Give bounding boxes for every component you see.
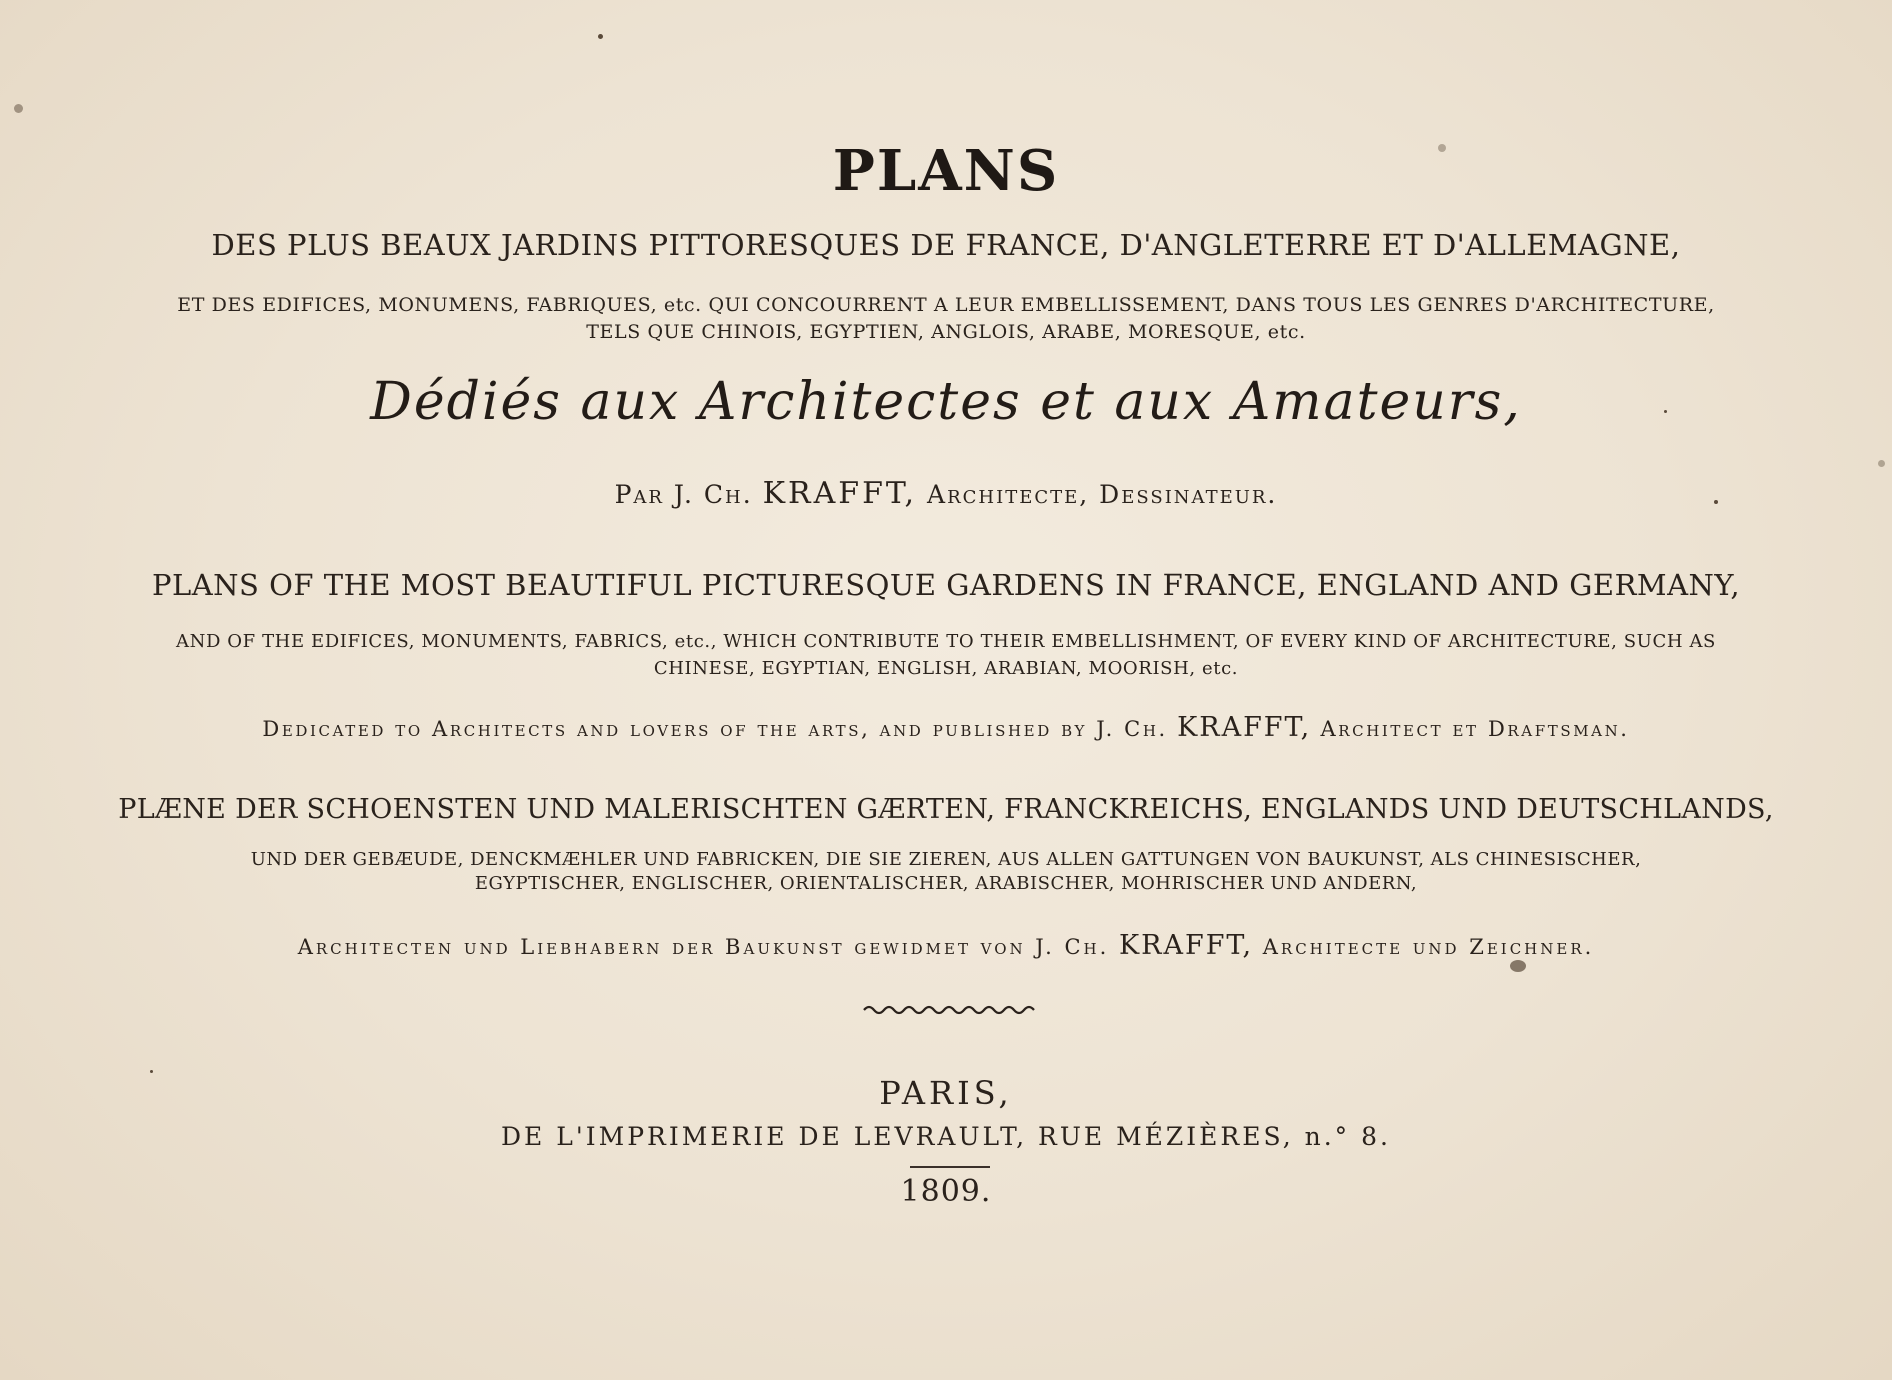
german-dedication [0, 930, 1892, 961]
german-description-line-1: UND DER GEBÆUDE, DENCKMÆHLER UND FABRICKEN, DIE SIE ZIEREN, AUS ALLEN GATTUNGEN VON BAUKUNST, ALS CHINESISCHER, [250, 849, 1642, 870]
french-dedication: Dédiés aux Architectes et aux Amateurs, [370, 372, 1522, 432]
english-dedication-pre: Dedicated to Architects and lovers of the arts, and published by J. Ch. [262, 717, 1168, 741]
english-description-line-2: CHINESE, EGYPTIAN, ENGLISH, ARABIAN, MOORISH, etc. [653, 658, 1239, 679]
imprint-rule [910, 1166, 990, 1168]
english-description-line-1: AND OF THE EDIFICES, MONUMENTS, FABRICS, etc., WHICH CONTRIBUTE TO THEIR EMBELLISHMENT, OF EVERY KIND OF ARCHITECTURE, SUCH AS [176, 631, 1716, 652]
foxing-speck [1438, 144, 1446, 152]
french-subtitle: DES PLUS BEAUX JARDINS PITTORESQUES DE FRANCE, D'ANGLETERRE ET D'ALLEMAGNE, [211, 228, 1681, 262]
foxing-speck [1664, 410, 1667, 413]
foxing-speck [598, 34, 603, 39]
imprint-city: PARIS, [879, 1074, 1013, 1112]
foxing-speck [1510, 960, 1526, 972]
german-dedication-pre: Architecten und Liebhabern der Baukunst gewidmet von J. Ch. [297, 935, 1110, 959]
english-dedication [0, 712, 1892, 743]
imprint-printer: DE L'IMPRIMERIE DE LEVRAULT, RUE MÉZIÈRES, n.° 8. [501, 1122, 1391, 1151]
german-dedication-name: KRAFFT, [1118, 930, 1254, 961]
german-dedication-post: Architecte und Zeichner. [1262, 935, 1595, 959]
foxing-speck [1878, 460, 1885, 467]
author-name: KRAFFT, [762, 476, 918, 511]
english-dedication-name: KRAFFT, [1177, 712, 1312, 743]
wavy-rule-ornament [862, 1000, 1038, 1020]
foxing-speck [1714, 500, 1718, 504]
main-title: PLANS [832, 138, 1060, 204]
foxing-speck [14, 104, 23, 113]
english-dedication-post: Architect et Draftsman. [1320, 717, 1630, 741]
english-subtitle: PLANS OF THE MOST BEAUTIFUL PICTURESQUE GARDENS IN FRANCE, ENGLAND AND GERMANY, [151, 568, 1741, 602]
imprint-year: 1809. [900, 1174, 992, 1209]
german-subtitle: PLÆNE DER SCHOENSTEN UND MALERISCHTEN GÆRTEN, FRANCKREICHS, ENGLANDS UND DEUTSCHLANDS, [118, 794, 1774, 825]
french-description-line-2: TELS QUE CHINOIS, EGYPTIEN, ANGLOIS, ARABE, MORESQUE, etc. [586, 321, 1306, 343]
french-description-line-1: ET DES EDIFICES, MONUMENS, FABRIQUES, etc. QUI CONCOURRENT A LEUR EMBELLISSEMENT, DANS TOUS LES GENRES D'ARCHITECTURE, [177, 294, 1715, 316]
author-role: Architecte, Dessinateur. [927, 480, 1278, 509]
german-description-line-2: EGYPTISCHER, ENGLISCHER, ORIENTALISCHER, ARABISCHER, MOHRISCHER UND ANDERN, [474, 873, 1418, 894]
foxing-speck [150, 1070, 153, 1073]
author-par: Par J. Ch. [614, 480, 753, 509]
french-author-line [0, 476, 1892, 511]
